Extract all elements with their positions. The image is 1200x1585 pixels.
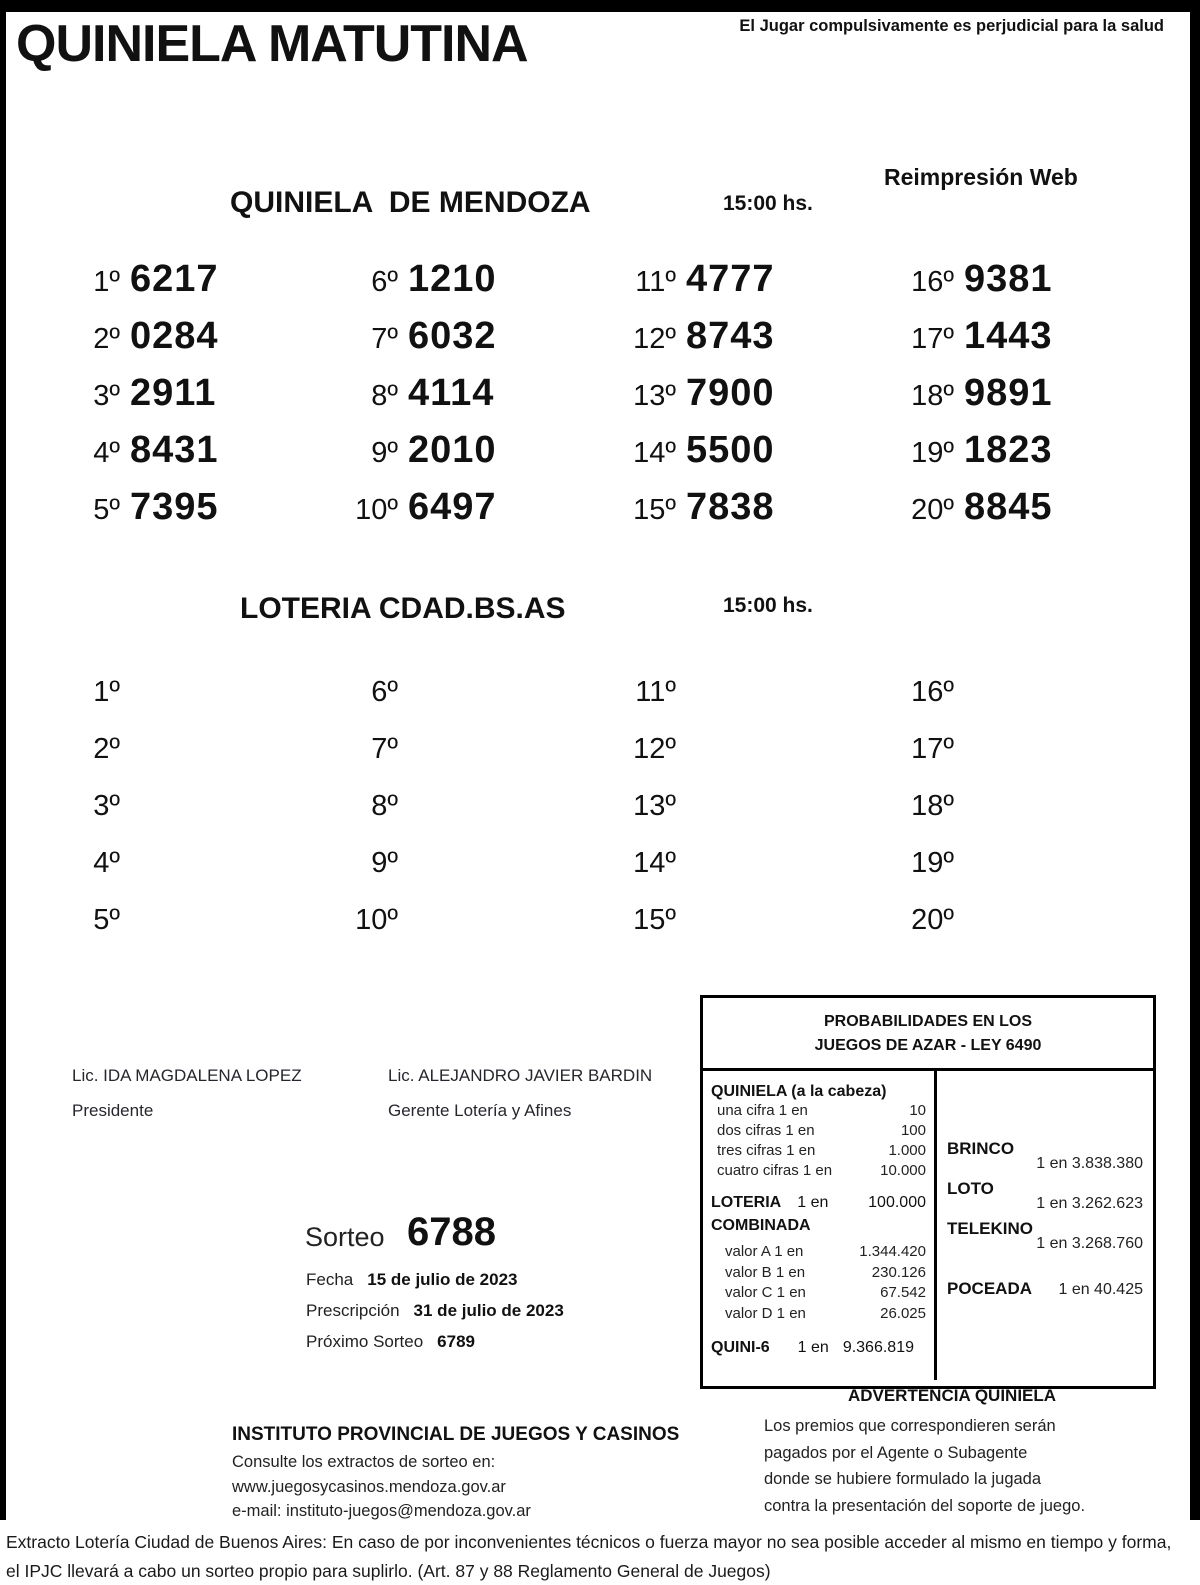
quini6-mid: 1 en	[797, 1339, 829, 1356]
probabilities-title-line1: PROBABILIDADES EN LOS	[823, 1013, 1032, 1030]
result-position-label: 14º	[633, 437, 676, 469]
loteria-position-cell	[336, 790, 614, 847]
odds-label: cuatro cifras 1 en	[717, 1162, 833, 1179]
loteria-odds-mid: 1 en	[797, 1194, 829, 1211]
odds-row	[711, 1304, 926, 1325]
spacer	[828, 1194, 868, 1212]
result-position-label: 6º	[371, 266, 398, 298]
result-position-label: 19º	[911, 437, 954, 469]
position-label: 12º	[633, 733, 676, 765]
position-label: 16º	[911, 676, 954, 708]
position-label: 5º	[93, 904, 120, 936]
result-number: 0284	[130, 315, 219, 357]
mendoza-result-cell	[892, 486, 1170, 543]
loteria-odds-label: LOTERIA	[711, 1194, 782, 1211]
loteria-position-cell	[336, 847, 614, 904]
loteria-position-cell	[614, 904, 892, 961]
quiniela-warning-block	[748, 1386, 1156, 1519]
result-position-label: 18º	[911, 380, 954, 412]
result-position-label: 12º	[633, 323, 676, 355]
mendoza-result-cell	[58, 315, 336, 372]
mendoza-result-cell	[614, 372, 892, 429]
warning-line: pagados por el Agente o Subagente	[764, 1443, 1028, 1462]
game-name: TELEKINO	[947, 1219, 1033, 1238]
loteria-positions-grid	[58, 676, 1170, 961]
draw-date-value: 15 de julio de 2023	[367, 1270, 518, 1289]
result-number: 6497	[408, 486, 497, 528]
loteria-section-title: LOTERIA CDAD.BS.AS	[240, 592, 566, 625]
signatory-role: Presidente	[72, 1101, 154, 1120]
loteria-position-cell	[614, 676, 892, 733]
loteria-position-cell	[892, 847, 1170, 904]
mendoza-result-cell	[58, 372, 336, 429]
result-position-label: 15º	[633, 494, 676, 526]
odds-row	[711, 1242, 926, 1263]
loteria-position-cell	[336, 733, 614, 790]
position-label: 3º	[93, 790, 120, 822]
game-odds-value: 1 en 3.262.623	[1036, 1195, 1143, 1212]
loteria-position-cell	[58, 733, 336, 790]
position-label: 19º	[911, 847, 954, 879]
mendoza-result-cell	[892, 372, 1170, 429]
loteria-draw-time: 15:00 hs.	[723, 594, 813, 617]
quiniela-odds-rows	[711, 1101, 926, 1181]
position-label: 4º	[93, 847, 120, 879]
institute-line: e-mail: instituto-juegos@mendoza.gov.ar	[232, 1502, 531, 1520]
page-border-right	[1190, 0, 1200, 1520]
odds-row	[711, 1101, 926, 1121]
web-reprint-label: Reimpresión Web	[884, 164, 1078, 190]
loteria-position-cell	[58, 790, 336, 847]
mendoza-results-grid	[58, 258, 1170, 543]
game-odds-block	[947, 1219, 1143, 1253]
odds-value: 10.000	[880, 1162, 926, 1179]
result-number: 9381	[964, 258, 1053, 300]
position-label: 9º	[371, 847, 398, 879]
result-number: 4777	[686, 258, 775, 300]
odds-row	[711, 1141, 926, 1161]
result-number: 1443	[964, 315, 1053, 357]
quiniela-odds-header: QUINIELA (a la cabeza)	[711, 1083, 887, 1100]
game-odds-value: 1 en 3.838.380	[1036, 1155, 1143, 1172]
position-label: 20º	[911, 904, 954, 936]
game-odds-value: 1 en 3.268.760	[1036, 1235, 1143, 1252]
mendoza-result-cell	[336, 429, 614, 486]
result-number: 2911	[130, 372, 217, 414]
page-title: QUINIELA MATUTINA	[16, 15, 528, 73]
loteria-position-cell	[614, 847, 892, 904]
game-odds-block	[947, 1179, 1143, 1213]
mendoza-result-cell	[614, 486, 892, 543]
mendoza-result-cell	[58, 429, 336, 486]
combinada-odds-header: COMBINADA	[711, 1217, 811, 1234]
prescription-row	[306, 1301, 564, 1321]
loteria-position-cell	[892, 904, 1170, 961]
position-label: 10º	[355, 904, 398, 936]
mendoza-result-cell	[336, 372, 614, 429]
odds-value: 26.025	[880, 1304, 926, 1322]
result-position-label: 3º	[93, 380, 120, 412]
result-number: 6032	[408, 315, 497, 357]
mendoza-result-cell	[336, 258, 614, 315]
loteria-position-cell	[892, 733, 1170, 790]
odds-label: dos cifras 1 en	[717, 1122, 815, 1139]
mendoza-result-cell	[614, 258, 892, 315]
odds-label: valor B 1 en	[725, 1263, 806, 1281]
probabilities-title	[703, 998, 1153, 1071]
prescription-value: 31 de julio de 2023	[413, 1301, 564, 1320]
quini6-value: 9.366.819	[842, 1339, 914, 1356]
result-position-label: 11º	[635, 266, 676, 298]
position-label: 1º	[93, 676, 120, 708]
odds-label: valor D 1 en	[725, 1304, 806, 1322]
game-name: BRINCO	[947, 1139, 1015, 1158]
combinada-odds-rows	[711, 1242, 926, 1324]
result-position-label: 17º	[911, 323, 954, 355]
loteria-odds-row	[711, 1194, 926, 1212]
result-number: 2010	[408, 429, 497, 471]
result-number: 7838	[686, 486, 775, 528]
position-label: 8º	[371, 790, 398, 822]
position-label: 6º	[371, 676, 398, 708]
game-name: LOTO	[947, 1179, 994, 1198]
draw-number: 6788	[407, 1210, 496, 1254]
signature-president	[72, 1066, 302, 1121]
signatory-name: Lic. IDA MAGDALENA LOPEZ	[72, 1066, 302, 1085]
result-position-label: 7º	[371, 323, 398, 355]
institute-line: Consulte los extractos de sorteo en:	[232, 1453, 496, 1471]
institute-block	[232, 1424, 679, 1524]
result-position-label: 16º	[911, 266, 954, 298]
result-number: 1210	[408, 258, 497, 300]
result-number: 8743	[686, 315, 775, 357]
draw-date-row	[306, 1270, 518, 1290]
result-number: 4114	[408, 372, 495, 414]
bottom-footnote: Extracto Lotería Ciudad de Buenos Aires: En caso de por inconvenientes técnicos o fuerza mayor no sea posible acceder al mismo en tiempo y forma, el IPJC llevará a cabo un sorteo propio para suplirlo. (Art. 87 y 88 Reglamento General de Juegos)	[6, 1532, 1172, 1581]
mendoza-section-title: QUINIELA DE MENDOZA	[230, 186, 591, 219]
odds-value: 1.344.420	[859, 1243, 926, 1260]
warning-line: contra la presentación del soporte de juego.	[764, 1496, 1086, 1515]
result-number: 7900	[686, 372, 775, 414]
warning-line: Los premios que correspondieren serán	[764, 1417, 1056, 1435]
institute-name: INSTITUTO PROVINCIAL DE JUEGOS Y CASINOS	[232, 1424, 680, 1445]
result-position-label: 8º	[371, 380, 398, 412]
national-games-odds	[947, 1139, 1143, 1253]
result-position-label: 9º	[371, 437, 398, 469]
odds-row	[711, 1263, 926, 1284]
loteria-position-cell	[58, 676, 336, 733]
gambling-warning-text: El Jugar compulsivamente es perjudicial para la salud	[739, 17, 1164, 35]
position-label: 7º	[371, 733, 398, 765]
mendoza-result-cell	[336, 315, 614, 372]
result-position-label: 20º	[911, 494, 954, 526]
mendoza-result-cell	[892, 429, 1170, 486]
next-draw-label: Próximo Sorteo	[306, 1332, 424, 1351]
poceada-odds-row	[947, 1279, 1143, 1299]
odds-row	[711, 1121, 926, 1141]
institute-line: www.juegosycasinos.mendoza.gov.ar	[232, 1477, 506, 1496]
poceada-label: POCEADA	[947, 1279, 1033, 1298]
result-number: 8845	[964, 486, 1053, 528]
position-label: 15º	[633, 904, 676, 936]
loteria-position-cell	[614, 733, 892, 790]
odds-value: 67.542	[880, 1284, 926, 1301]
odds-label: valor A 1 en	[725, 1243, 804, 1260]
result-number: 8431	[130, 429, 219, 471]
odds-label: valor C 1 en	[725, 1284, 806, 1301]
mendoza-result-cell	[58, 486, 336, 543]
game-odds-block	[947, 1139, 1143, 1173]
odds-row	[711, 1161, 926, 1181]
signatory-role: Gerente Lotería y Afines	[388, 1101, 572, 1120]
mendoza-result-cell	[336, 486, 614, 543]
mendoza-result-cell	[892, 315, 1170, 372]
result-number: 6217	[130, 258, 219, 300]
result-number: 5500	[686, 429, 775, 471]
probabilities-left-column	[703, 1071, 937, 1380]
loteria-position-cell	[58, 847, 336, 904]
odds-value: 100	[900, 1122, 926, 1139]
probabilities-right-column	[937, 1071, 1153, 1380]
odds-value: 10	[909, 1102, 926, 1119]
position-label: 17º	[911, 733, 954, 765]
loteria-position-cell	[614, 790, 892, 847]
result-position-label: 13º	[633, 380, 676, 412]
result-position-label: 1º	[93, 266, 120, 298]
next-draw-row	[306, 1332, 475, 1352]
quini6-label: QUINI-6	[711, 1339, 770, 1356]
odds-row	[711, 1283, 926, 1304]
result-number: 9891	[964, 372, 1053, 414]
loteria-position-cell	[892, 676, 1170, 733]
mendoza-result-cell	[892, 258, 1170, 315]
result-number: 7395	[130, 486, 219, 528]
draw-label: Sorteo	[305, 1222, 385, 1252]
odds-label: una cifra 1 en	[717, 1102, 808, 1119]
poceada-value: 1 en 40.425	[1058, 1281, 1143, 1298]
signatory-name: Lic. ALEJANDRO JAVIER BARDIN	[388, 1066, 653, 1085]
mendoza-result-cell	[58, 258, 336, 315]
loteria-odds-value: 100.000	[868, 1194, 926, 1211]
institute-lines	[232, 1450, 679, 1524]
position-label: 11º	[635, 676, 676, 708]
probabilities-box	[700, 995, 1156, 1389]
loteria-position-cell	[336, 904, 614, 961]
result-number: 1823	[964, 429, 1053, 471]
result-position-label: 4º	[93, 437, 120, 469]
loteria-position-cell	[58, 904, 336, 961]
probabilities-body	[703, 1071, 1153, 1380]
prescription-label: Prescripción	[306, 1301, 400, 1320]
position-label: 13º	[633, 790, 676, 822]
mendoza-result-cell	[614, 429, 892, 486]
result-position-label: 10º	[355, 494, 398, 526]
result-position-label: 2º	[93, 323, 120, 355]
probabilities-title-line2: JUEGOS DE AZAR - LEY 6490	[814, 1037, 1042, 1054]
quiniela-warning-title: ADVERTENCIA QUINIELA	[847, 1386, 1057, 1405]
loteria-position-cell	[892, 790, 1170, 847]
page-border-top	[0, 0, 1200, 12]
position-label: 18º	[911, 790, 954, 822]
spacer	[947, 1075, 1143, 1133]
quini6-odds-row	[711, 1339, 926, 1357]
odds-label: tres cifras 1 en	[717, 1142, 816, 1159]
signature-manager	[388, 1066, 652, 1121]
warning-line: donde se hubiere formulado la jugada	[764, 1470, 1042, 1488]
position-label: 2º	[93, 733, 120, 765]
mendoza-draw-time: 15:00 hs.	[723, 192, 813, 215]
mendoza-result-cell	[614, 315, 892, 372]
loteria-position-cell	[336, 676, 614, 733]
position-label: 14º	[633, 847, 676, 879]
quiniela-warning-lines	[748, 1413, 1156, 1519]
page-border-left	[0, 0, 6, 1520]
draw-date-label: Fecha	[306, 1270, 354, 1289]
odds-value: 1.000	[888, 1142, 926, 1159]
result-position-label: 5º	[93, 494, 120, 526]
next-draw-value: 6789	[437, 1332, 475, 1351]
odds-value: 230.126	[871, 1263, 926, 1281]
